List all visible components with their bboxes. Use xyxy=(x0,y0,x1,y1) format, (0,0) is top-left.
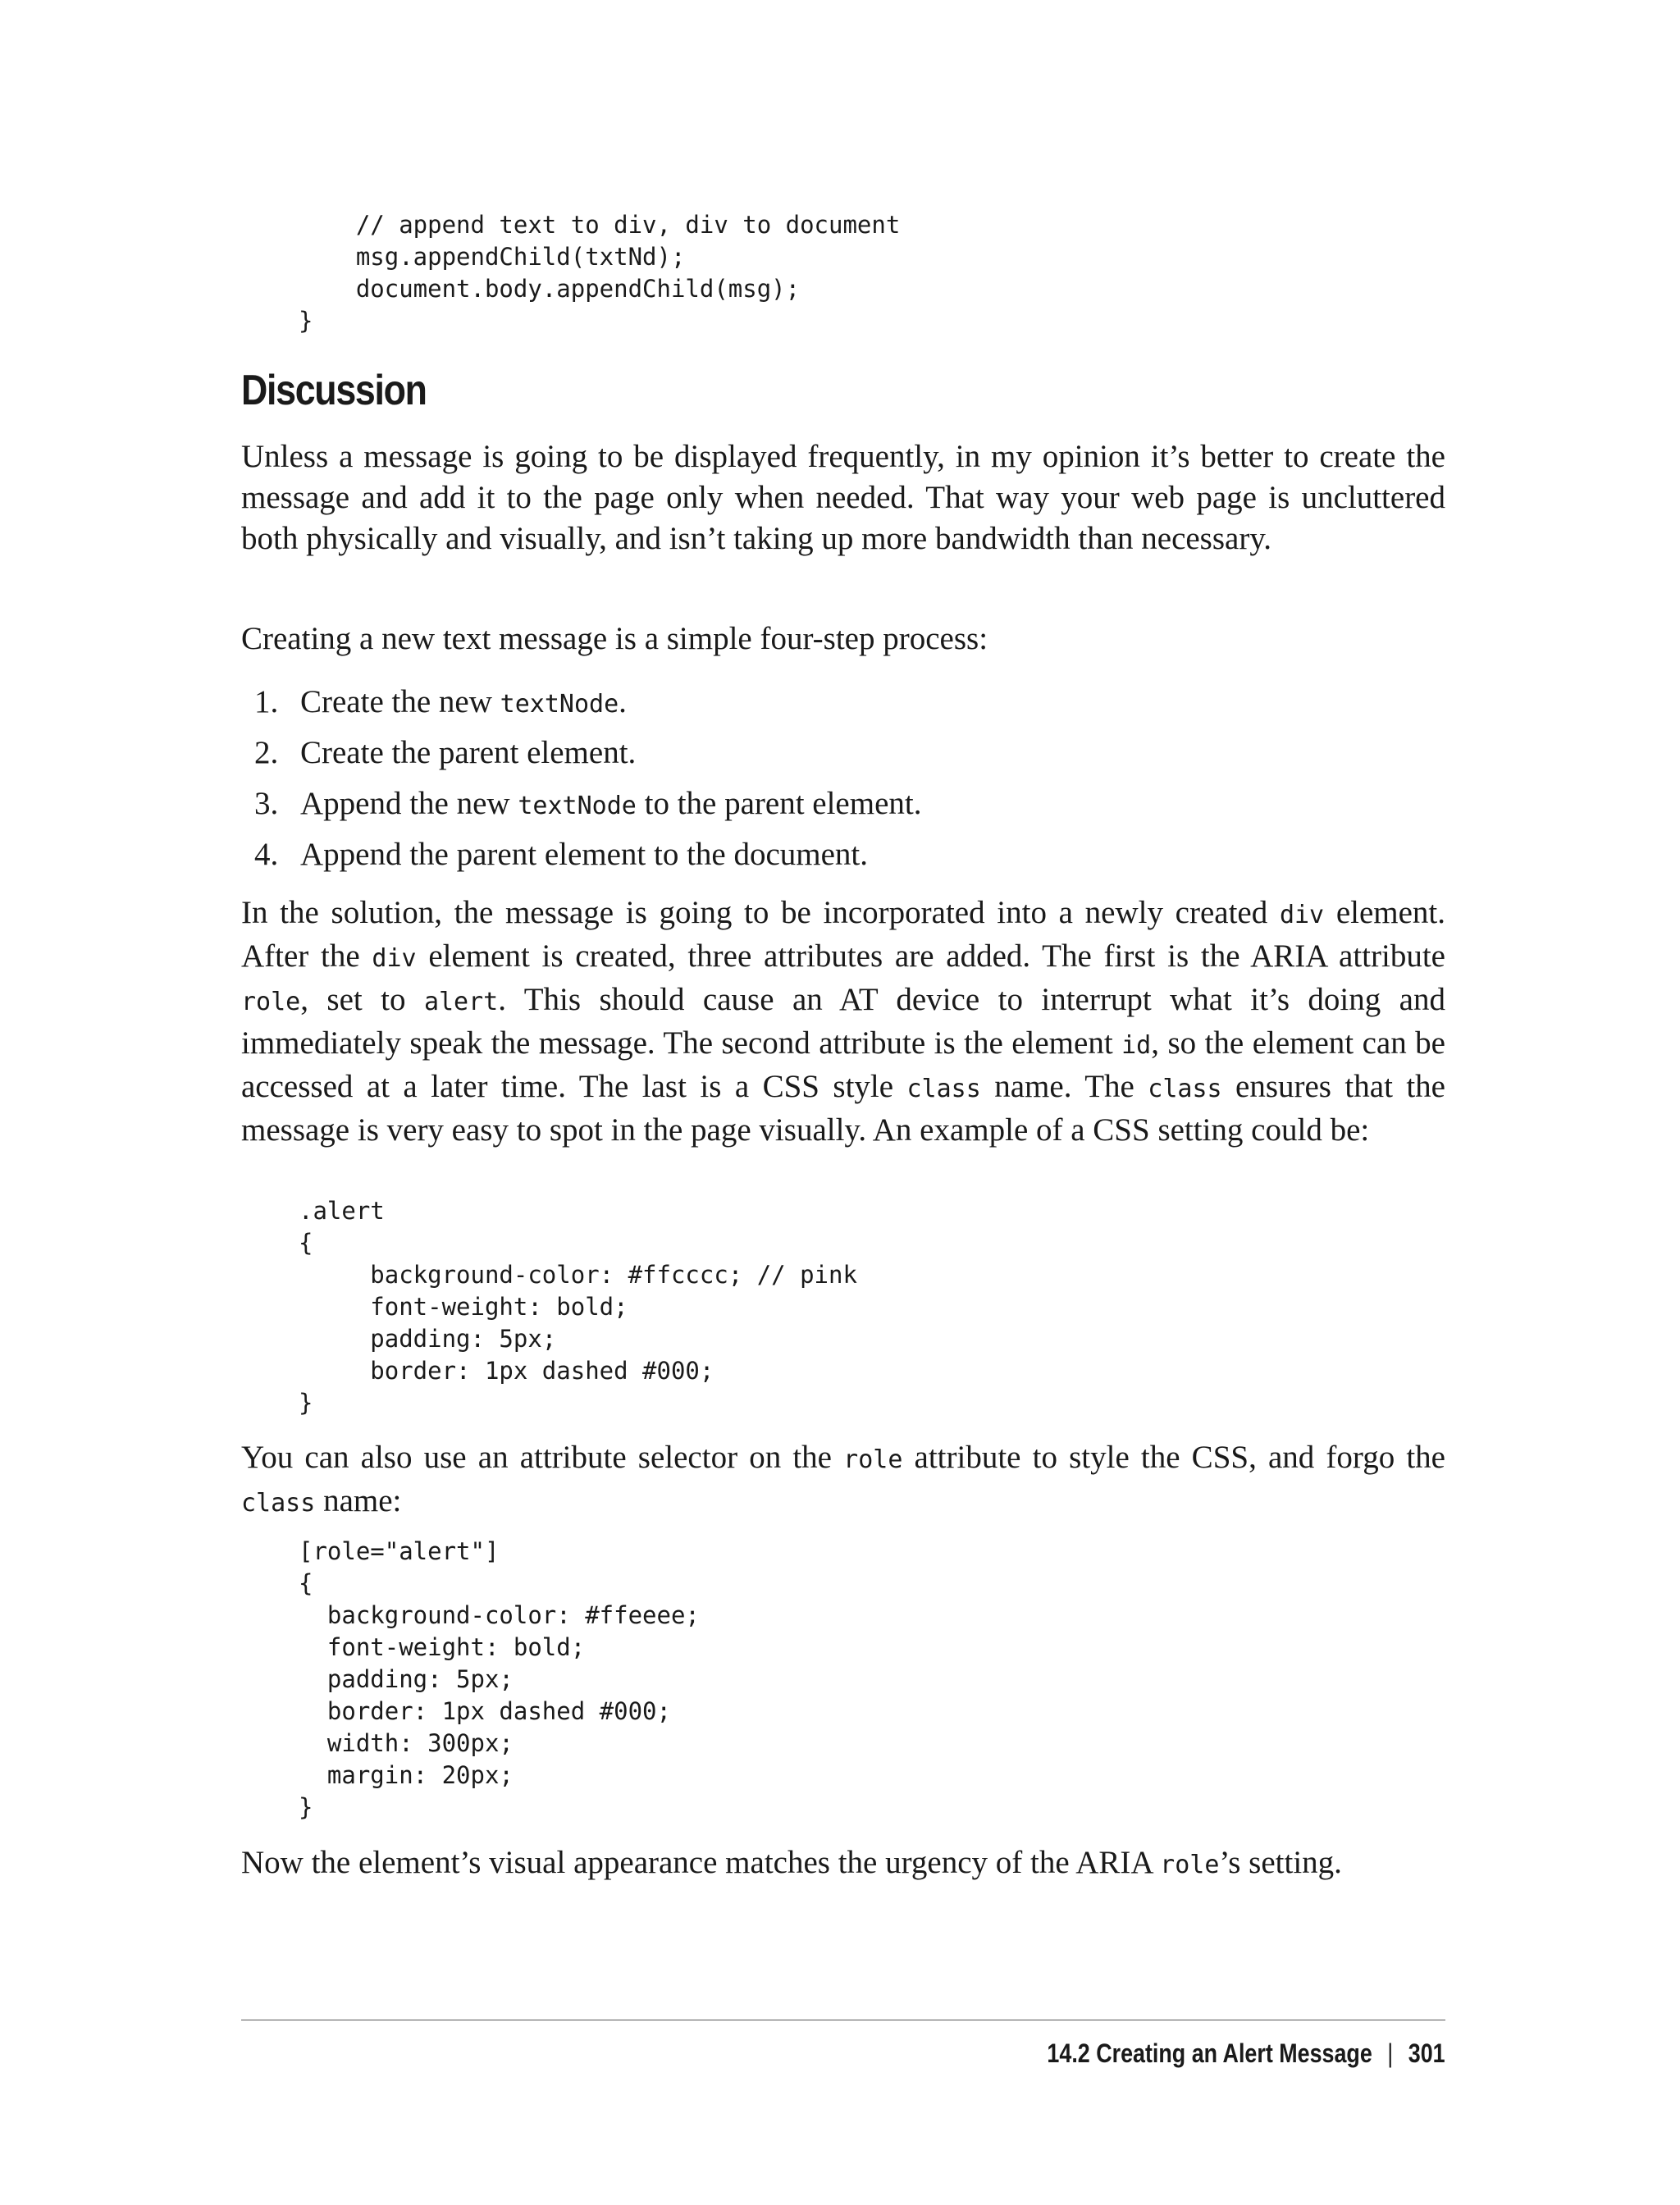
step-item xyxy=(254,677,921,728)
text-run: Now the element’s visual appearance matches the urgency of the ARIA xyxy=(241,1845,1161,1880)
inline-code: div xyxy=(1279,901,1325,929)
paragraph-solution xyxy=(241,892,1445,1151)
code-line: padding: 5px; xyxy=(299,1665,514,1693)
code-line: border: 1px dashed #000; xyxy=(299,1357,714,1385)
code-line: msg.appendChild(txtNd); xyxy=(299,243,686,271)
code-line: } xyxy=(299,1389,313,1417)
code-line: { xyxy=(299,1229,313,1257)
text-run: . This should cause an AT device to interrupt what it’s doing and immediately speak the message. The second attribute is the element xyxy=(241,982,1445,1061)
step-number: 3. xyxy=(254,786,279,821)
section-heading: Discussion xyxy=(241,367,427,414)
code-line: [role="alert"] xyxy=(299,1537,500,1565)
code-line: } xyxy=(299,1793,313,1821)
code-line: width: 300px; xyxy=(299,1729,514,1757)
code-line: font-weight: bold; xyxy=(299,1293,628,1321)
text-run: , so the element can be accessed at a later time. The last is a CSS style xyxy=(241,1025,1445,1104)
step-text: Create the new xyxy=(300,684,500,719)
text-run: attribute to style the CSS, and forgo the xyxy=(902,1440,1445,1475)
code-line: document.body.appendChild(msg); xyxy=(299,275,801,303)
code-line: margin: 20px; xyxy=(299,1761,514,1789)
inline-code: role xyxy=(843,1445,903,1474)
step-text: Append the parent element to the document. xyxy=(300,837,869,872)
text-run: element. After the xyxy=(241,895,1446,974)
footer-separator: | xyxy=(1387,2038,1394,2068)
code-line: border: 1px dashed #000; xyxy=(299,1697,671,1725)
code-line: background-color: #ffeeee; xyxy=(299,1601,700,1629)
steps-list xyxy=(254,677,921,880)
inline-code: class xyxy=(241,1489,316,1518)
inline-code: alert xyxy=(423,988,499,1016)
code-line: // append text to div, div to document xyxy=(299,211,901,239)
step-item xyxy=(254,728,921,778)
text-run: ensures that the message is very easy to spot in the page visually. An example of a CSS setting could be: xyxy=(241,1069,1445,1148)
paragraph-conclusion xyxy=(241,1842,1445,1886)
code-line: padding: 5px; xyxy=(299,1325,557,1353)
code-listing-top xyxy=(299,209,900,337)
code-line: background-color: #ffcccc; // pink xyxy=(299,1261,857,1289)
text-run: You can also use an attribute selector on the xyxy=(241,1440,844,1475)
step-item xyxy=(254,829,921,880)
text-run: ’s setting. xyxy=(1219,1845,1342,1880)
footer-section-title: 14.2 Creating an Alert Message xyxy=(1047,2038,1373,2068)
running-footer xyxy=(1048,2033,1445,2074)
code-line: font-weight: bold; xyxy=(299,1633,586,1661)
step-text: . xyxy=(619,684,627,719)
step-text: to the parent element. xyxy=(636,786,922,821)
paragraph-intro: Unless a message is going to be displayed frequently, in my opinion it’s better to create the message and add it to the page only when needed. That way your web page is uncluttered both physically and visually, and isn’t taking up more bandwidth than necessary. xyxy=(241,439,1445,556)
text-run: element is created, three attributes are added. The first is the ARIA attribute xyxy=(416,938,1445,974)
paragraph-steps-intro: Creating a new text message is a simple four-step process: xyxy=(241,621,988,656)
code-listing-css-role xyxy=(299,1536,700,1824)
step-number: 1. xyxy=(254,684,279,719)
text-run: name. The xyxy=(980,1069,1148,1104)
text-run: name: xyxy=(315,1483,402,1518)
step-text: Create the parent element. xyxy=(300,735,637,770)
step-item xyxy=(254,778,921,829)
inline-code: textNode xyxy=(518,792,637,820)
inline-code: id xyxy=(1121,1031,1152,1060)
code-line: { xyxy=(299,1569,313,1597)
step-number: 4. xyxy=(254,837,279,872)
paragraph-attribute-selector xyxy=(241,1437,1445,1524)
page-number: 301 xyxy=(1408,2038,1445,2068)
inline-code: role xyxy=(241,988,301,1016)
inline-code: textNode xyxy=(500,690,619,719)
code-line: } xyxy=(299,307,313,335)
inline-code: role xyxy=(1160,1851,1220,1879)
text-run: In the solution, the message is going to be incorporated into a newly created xyxy=(241,895,1280,930)
inline-code: div xyxy=(372,944,417,973)
step-text: Append the new xyxy=(300,786,518,821)
text-run: , set to xyxy=(300,982,424,1017)
step-number: 2. xyxy=(254,735,279,770)
inline-code: class xyxy=(906,1075,981,1103)
code-line: .alert xyxy=(299,1197,385,1225)
code-listing-css-class xyxy=(299,1195,857,1419)
inline-code: class xyxy=(1148,1075,1222,1103)
